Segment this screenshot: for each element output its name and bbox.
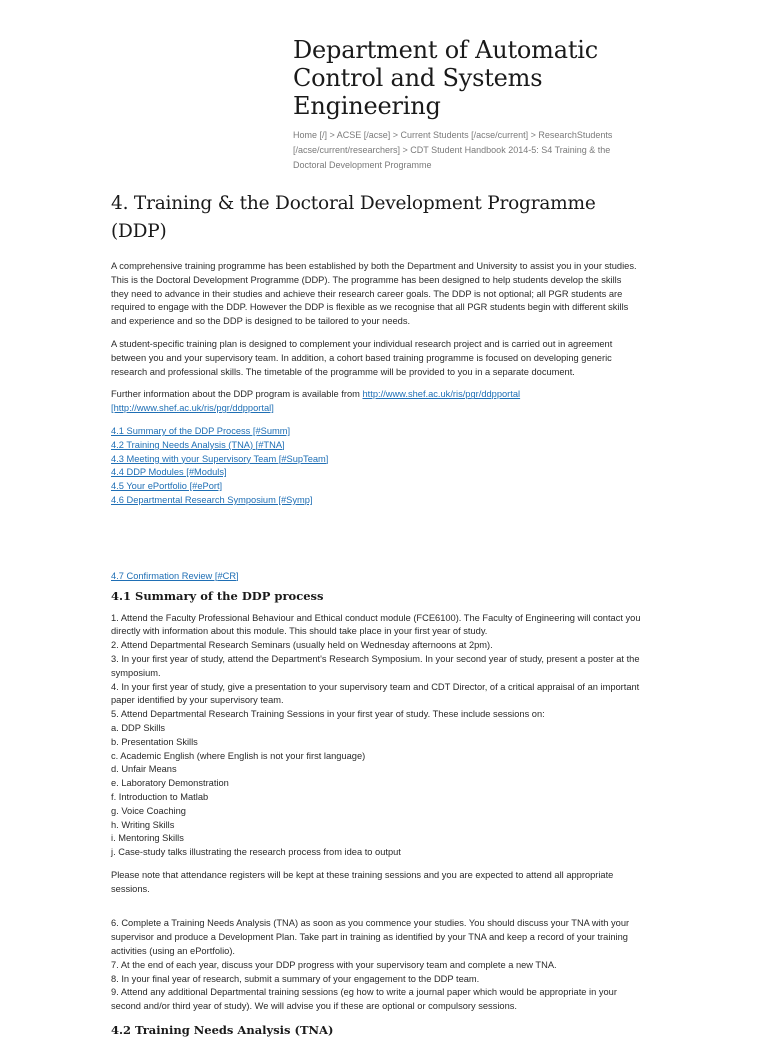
breadcrumb-text: Home [/] > ACSE [/acse] > Current Students [/acse/current] > ResearchStudents [/acse/current/researchers] > CDT Student Handbook 2014-5: S4 Training & the Doctoral Development Programme <box>293 130 613 170</box>
list-item: 6. Complete a Training Needs Analysis (TNA) as soon as you commence your studies. You should discuss your TNA with your supervisor and produce a Development Plan. Take part in training as identified by your TNA and keep a record of your training activities (using an ePortfolio). <box>111 918 630 957</box>
list-item: j. Case-study talks illustrating the research process from idea to output <box>111 847 401 858</box>
list-item: 2. Attend Departmental Research Seminars (usually held on Wednesday afternoons at 2pm). <box>111 640 493 651</box>
further-info-paragraph <box>111 388 641 416</box>
list-item: 7. At the end of each year, discuss your DDP progress with your supervisory team and complete a new TNA. <box>111 959 557 970</box>
list-item: 9. Attend any additional Departmental training sessions (eg how to write a journal paper which would be appropriate in your second and/or third year of study). We will advise you if these are optional or compulsory sessions. <box>111 987 617 1012</box>
attendance-note: Please note that attendance registers will be kept at these training sessions and you are expected to attend all appropriate sessions. <box>111 869 614 894</box>
further-info-prefix: Further information about the DDP program is available from <box>111 389 363 400</box>
list-item: a. DDP Skills <box>111 722 166 733</box>
intro-paragraph-1: A comprehensive training programme has been established by both the Department and University to assist you in your studies. This is the Doctoral Development Programme (DDP). The programme has been designed to help students develop the skills they need to advance in their studies and achieve their research career goals. The DDP is not optional; all PGR students are required to engage with the DDP. However the DDP is flexible as we recognise that all PGR students begin with different skills and experience and so the DDP is designed to be tailored to your needs. <box>111 261 637 327</box>
toc-link-summary[interactable]: 4.1 Summary of the DDP Process [#Summ] <box>111 425 291 436</box>
list-item: c. Academic English (where English is not your first language) <box>111 750 366 761</box>
page-title: 4. Training & the Doctoral Development Programme (DDP) <box>111 193 596 242</box>
process-list <box>111 612 641 860</box>
toc-link-tna[interactable]: 4.2 Training Needs Analysis (TNA) [#TNA] <box>111 439 285 450</box>
section-heading-summary: 4.1 Summary of the DDP process <box>111 588 324 603</box>
main-content <box>111 190 641 1050</box>
site-header <box>293 36 633 173</box>
list-item: e. Laboratory Demonstration <box>111 778 229 789</box>
list-item: h. Writing Skills <box>111 819 175 830</box>
list-item: f. Introduction to Matlab <box>111 791 209 802</box>
table-of-contents <box>111 425 641 508</box>
site-title: Department of Automatic Control and Systems Engineering <box>293 36 598 120</box>
section-heading-tna: 4.2 Training Needs Analysis (TNA) <box>111 1023 334 1038</box>
list-item: d. Unfair Means <box>111 764 177 775</box>
toc-link-confirmation-review[interactable]: 4.7 Confirmation Review [#CR] <box>111 570 239 581</box>
list-item: g. Voice Coaching <box>111 805 186 816</box>
toc-link-supervisory-team[interactable]: 4.3 Meeting with your Supervisory Team [#SupTeam] <box>111 453 329 464</box>
ddp-portal-link[interactable]: http://www.shef.ac.uk/ris/pgr/ddpportal [http://www.shef.ac.uk/ris/pgr/ddpportal] <box>111 389 521 414</box>
list-item: 5. Attend Departmental Research Training Sessions in your first year of study. These include sessions on: <box>111 709 545 720</box>
list-item: 3. In your first year of study, attend the Department's Research Symposium. In your second year of study, present a poster at the symposium. <box>111 653 640 678</box>
breadcrumb <box>293 128 633 173</box>
list-item: 1. Attend the Faculty Professional Behaviour and Ethical conduct module (FCE6100). The Faculty of Engineering will contact you directly with information about this module. This should take place in your first year of study. <box>111 612 641 637</box>
list-item: 8. In your final year of research, submit a summary of your engagement to the DDP team. <box>111 973 480 984</box>
list-item: 4. In your first year of study, give a presentation to your supervisory team and CDT Director, of a critical appraisal of an important paper identified by your supervisory team. <box>111 681 640 706</box>
later-list <box>111 917 641 1014</box>
toc-link-symposium[interactable]: 4.6 Departmental Research Symposium [#Symp] <box>111 494 313 505</box>
toc-link-eportfolio[interactable]: 4.5 Your ePortfolio [#ePort] <box>111 481 223 492</box>
toc-link-modules[interactable]: 4.4 DDP Modules [#Moduls] <box>111 467 227 478</box>
list-item: b. Presentation Skills <box>111 736 198 747</box>
list-item: i. Mentoring Skills <box>111 833 184 844</box>
spacer <box>111 905 641 917</box>
intro-paragraph-2: A student-specific training plan is designed to complement your individual research project and is carried out in agreement between you and your supervisory team. In addition, a cohort based training programme is focused on developing generic research and professional skills. The timetable of the programme will be provided to you in a separate document. <box>111 338 613 377</box>
toc-extra <box>111 570 641 584</box>
